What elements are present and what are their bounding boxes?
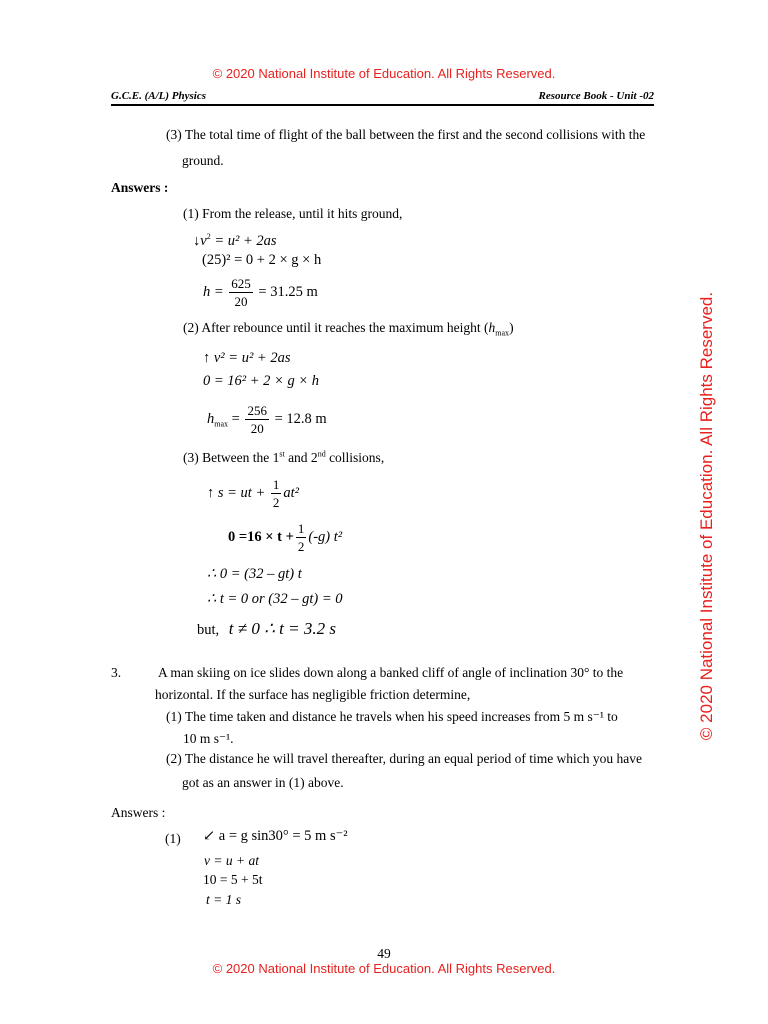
answer2-title: (2) After rebounce until it reaches the maximum height $(h_{max})$: [183, 320, 514, 338]
header-right: Resource Book - Unit -02: [538, 90, 654, 102]
answer1-title: (1) From the release, until it hits ground,: [183, 206, 403, 221]
answer2-1-eq4: t = 1 s: [206, 892, 241, 907]
q-part3-line1: (3) The total time of flight of the ball between the first and the second collisions with the: [166, 127, 646, 142]
q3-number: 3.: [111, 665, 122, 680]
answers-heading-2: Answers :: [111, 805, 166, 820]
answer2-1-eq2: v = u + at: [204, 853, 259, 868]
header-left: G.C.E. (A/L) Physics: [111, 90, 207, 102]
top-copyright: © 2020 National Institute of Education. All Rights Reserved.: [212, 66, 556, 81]
answer1-eq3: h = $\frac{625}{20}$ = 31.25 m: [203, 276, 318, 309]
q-part3-line2: ground.: [182, 153, 224, 168]
answer3-eq5: but, t ≠ 0 ∴ t = 3.2 s: [197, 619, 336, 638]
answer3-eq2: 0 =16 × t + $\frac{1}{2}$ (-g) t²: [228, 521, 343, 554]
q3-part2-line2: got as an answer in (1) above.: [182, 775, 344, 790]
fraction: $\frac{1}{2}$: [272, 477, 280, 510]
answer3-eq3: ∴ 0 = (32 – gt) t: [207, 566, 302, 582]
q3-part2-line1: (2) The distance he will travel thereafter, during an equal period of time which you have: [166, 751, 643, 766]
bottom-copyright: © 2020 National Institute of Education. All Rights Reserved.: [212, 961, 556, 976]
side-copyright-watermark: © 2020 National Institute of Education. All Rights Reserved.: [697, 291, 716, 741]
answer2-1-label: (1): [165, 831, 181, 846]
q3-part1-line1: (1) The time taken and distance he travels when his speed increases from 5 m s⁻¹ to: [166, 709, 618, 724]
answer3-title: (3) Between the 1st and 2nd collisions,: [183, 449, 385, 465]
answer3-eq1: ↑ s = ut + $\frac{1}{2}$ at²: [207, 477, 300, 510]
answers-heading-1: Answers :: [111, 180, 169, 195]
q3-line1: A man skiing on ice slides down along a banked cliff of angle of inclination 30° to the: [158, 665, 624, 680]
answer3-eq4: ∴ t = 0 or (32 – gt) = 0: [207, 591, 343, 607]
answer2-eq1: ↑ v² = u² + 2as: [203, 350, 291, 366]
fraction: $\frac{625}{20}$: [231, 276, 251, 309]
fraction: $\frac{256}{20}$: [247, 403, 267, 436]
answer2-eq2: 0 = 16² + 2 × g × h: [203, 373, 319, 389]
q3-line2: horizontal. If the surface has negligible friction determine,: [155, 687, 471, 702]
q3-part1-line2: 10 m s⁻¹.: [183, 731, 234, 746]
page-number: 49: [377, 946, 391, 961]
answer2-eq3: $h_{max}$ = $\frac{256}{20}$ = 12.8 m: [207, 403, 327, 436]
answer1-eq2: (25)² = 0 + 2 × g × h: [202, 252, 322, 268]
answer2-1-eq1: ↙ a = g sin30° = 5 m s⁻²: [203, 828, 348, 844]
fraction: $\frac{1}{2}$: [297, 521, 305, 554]
answer1-eq1: $↓v^2 = u^2 + 2as$: [193, 232, 277, 249]
down-arrow-icon: ↓: [193, 233, 201, 249]
header-rule: [111, 104, 654, 106]
answer2-1-eq3: 10 = 5 + 5t: [203, 872, 263, 887]
